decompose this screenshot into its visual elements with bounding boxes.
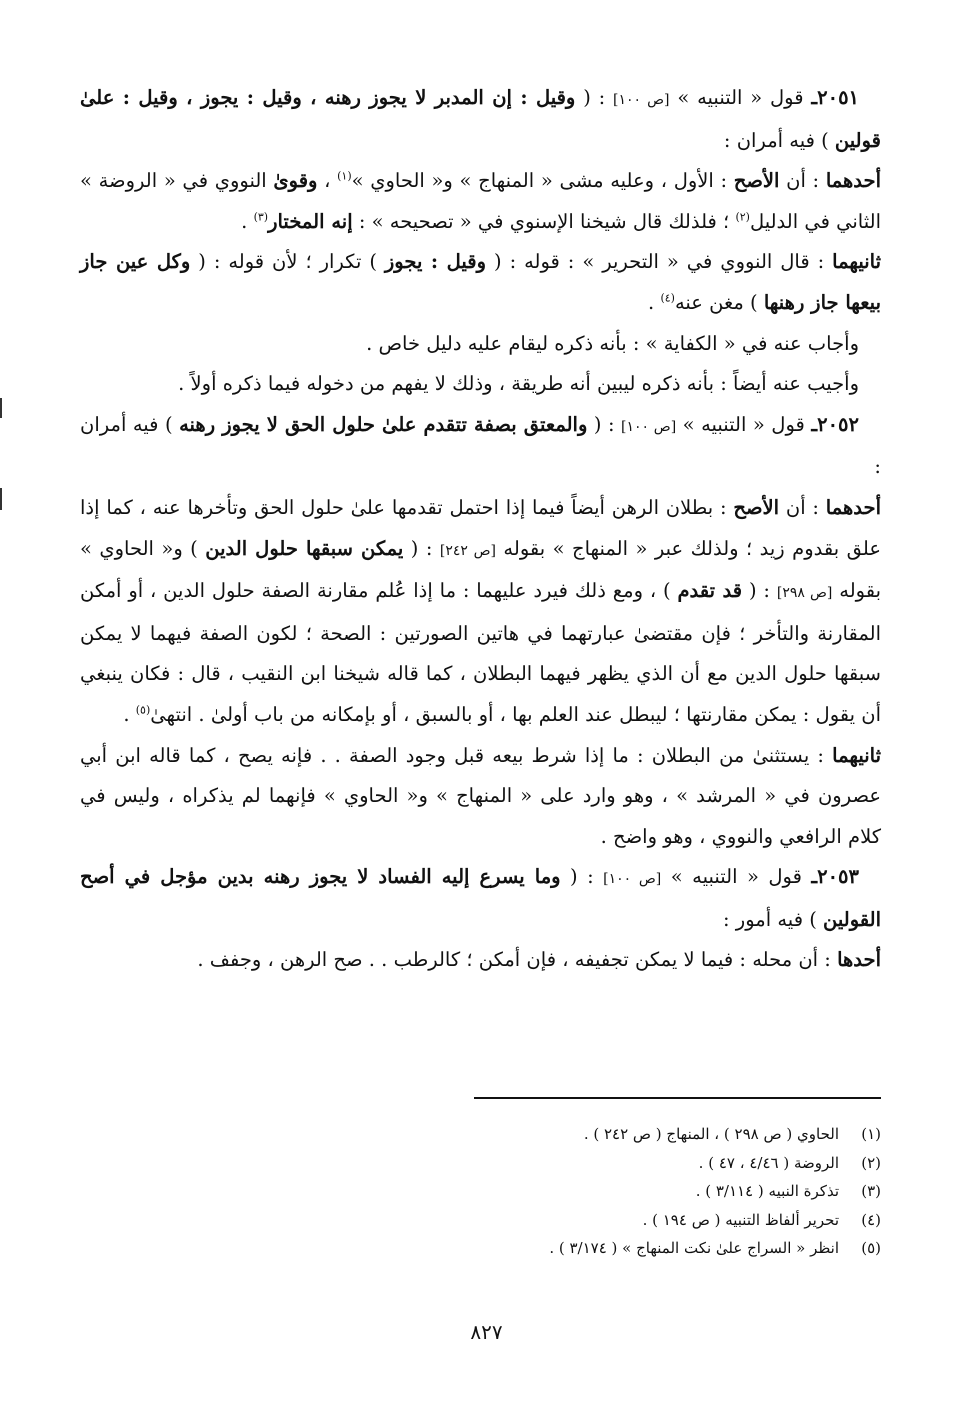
footnote-number: (٤) bbox=[861, 1210, 881, 1229]
footnote-marker: (٤) bbox=[660, 291, 675, 305]
footnotes bbox=[281, 1120, 881, 1263]
footnote-text: تذكرة النبيه ( ٣/١١٤ ) . bbox=[695, 1182, 839, 1200]
footnote bbox=[281, 1177, 881, 1206]
footnote bbox=[281, 1206, 881, 1235]
footnote-number: (١) bbox=[861, 1125, 881, 1143]
footnote-marker: (٥) bbox=[135, 703, 151, 717]
footnote bbox=[281, 1149, 881, 1178]
page-reference: [ص ١٠٠] bbox=[603, 871, 662, 888]
footnote-number: (٢) bbox=[861, 1153, 881, 1172]
page-number: ٨٢٧ bbox=[470, 1320, 503, 1344]
footnote-marker: (٢) bbox=[735, 210, 750, 224]
entry-2052-point-2: ثانيهما : يستثنىٰ من البطلان : ما إذا شرط بيعه قبل وجود الصفة . . فإنه يصح ، كما قاله ابن أبي عصرون في « المرشد » ، وهو وارد على « المنهاج » و« الحاوي » فإنهما لم يذكراه ، وليس في كلام الرافعي والنووي ، وهو واضح . bbox=[80, 743, 882, 848]
footnote-text: انظر « السراج علىٰ نكت المنهاج » ( ٣/١٧٤ ) . bbox=[549, 1239, 839, 1257]
footnote-marker: (٣) bbox=[253, 210, 269, 224]
entry-number: ٢٠٥٢ـ bbox=[811, 412, 859, 436]
footnote-text: الحاوي ( ص ٢٩٨ ) ، المنهاج ( ص ٢٤٢ ) . bbox=[583, 1125, 839, 1143]
footnote bbox=[281, 1234, 881, 1263]
entry-2051-reply-1: وأجاب عنه في « الكفاية » : بأنه ذكره ليقام عليه دليل خاص . bbox=[366, 331, 859, 355]
footnote bbox=[281, 1120, 881, 1149]
page-reference: [ص ١٠٠] bbox=[621, 418, 677, 435]
footnote-text: تحرير ألفاظ التنبيه ( ص ١٩٤ ) . bbox=[642, 1210, 839, 1229]
entry-2053-heading: ٢٠٥٣ـ قول « التنبيه » [ص ١٠٠] : ( وما يسرع إليه الفساد لا يجوز رهنه بدين مؤجل في أصح القولين ) فيه أمور : bbox=[80, 865, 881, 931]
entry-2051-point-1: أحدهما : أن الأصح : الأول ، وعليه مشى « المنهاج » و« الحاوي »$^{(١)}$ ، وقوىٰ النووي في « الروضة » الثاني في الدليل$^{(٢)}$ ؛ فلذلك قال شيخنا الإسنوي في « تصحيحه » : إنه المختار$^{(٣)}$ . bbox=[80, 169, 882, 233]
entry-number: ٢٠٥٣ـ bbox=[811, 865, 860, 889]
left-margin-mark bbox=[0, 398, 2, 418]
entry-2051-point-2: ثانيهما : قال النووي في « التحرير » : قوله : ( وقيل : يجوز ) تكرار ؛ لأن قوله : ( وكل عين جاز بيعها جاز رهنها ) مغن عنه$^{(٤)}$ . bbox=[80, 250, 882, 314]
footnote-text: الروضة ( ٤/٤٦ ، ٤٧ ) . bbox=[698, 1153, 839, 1172]
footnote-number: (٥) bbox=[861, 1239, 881, 1257]
footnote-number: (٣) bbox=[861, 1182, 881, 1200]
page-reference: [ص ١٠٠] bbox=[613, 92, 670, 108]
footnote-separator bbox=[474, 1097, 881, 1099]
entry-2052-heading: ٢٠٥٢ـ قول « التنبيه » [ص ١٠٠] : ( والمعتق بصفة تتقدم علىٰ حلول الحق لا يجوز رهنه ) فيه أمران : bbox=[80, 412, 881, 479]
entry-2051-reply-2: وأجيب عنه أيضاً : بأنه ذكره ليبين أنه طريقة ، وذلك لا يفهم من دخوله فيما ذكره أولاً . bbox=[178, 372, 859, 396]
entry-number: ٢٠٥١ـ bbox=[811, 86, 860, 109]
left-margin-mark bbox=[0, 488, 2, 510]
entry-2051-heading: ٢٠٥١ـ قول « التنبيه » [ص ١٠٠] : ( وقيل : إن المدبر لا يجوز رهنه ، وقيل : يجوز ، وقيل : علىٰ قولين ) فيه أمران : bbox=[80, 86, 881, 152]
page-reference: [ص ٢٩٨] bbox=[776, 585, 833, 602]
footnote-marker: (١) bbox=[337, 169, 352, 183]
main-text bbox=[80, 78, 881, 981]
entry-2053-point-1: أحدها : أن محله : فيما لا يمكن تجفيفه ، فإن أمكن ؛ كالرطب . . صح الرهن ، وجفف . bbox=[197, 948, 881, 972]
page-reference: [ص ٢٤٢] bbox=[439, 542, 496, 559]
entry-2052-point-1: أحدهما : أن الأصح : بطلان الرهن أيضاً فيما إذا احتمل تقدمها علىٰ حلول الحق وتأخرها عنه ، كما إذا علق بقدوم زيد ؛ ولذلك عبر « المنهاج » بقوله [ص ٢٤٢] : ( يمكن سبقها حلول الدين ) و« الحاوي » بقوله [ص ٢٩٨] : ( قد تقدم ) ، ومع ذلك فيرد عليهما : ما إذا عُلم مقارنة الصفة حلول الدين ، أو أمكن المقارنة والتأخر ؛ فإن مقتضىٰ عبارتهما في هاتين الصورتين : الصحة ؛ لكون الصفة فيهما لا يمكن سبقها حلول الدين مع أن الذي يظهر فيهما البطلان ، كما قاله شيخنا ابن النقيب ، قال : فكان ينبغي أن يقول : يمكن مقارنتها ؛ ليبطل عند العلم بها ، أو بالسبق ، أو بإمكانه من باب أولىٰ . انتهىٰ$^{(٥)}$ . bbox=[80, 495, 882, 726]
